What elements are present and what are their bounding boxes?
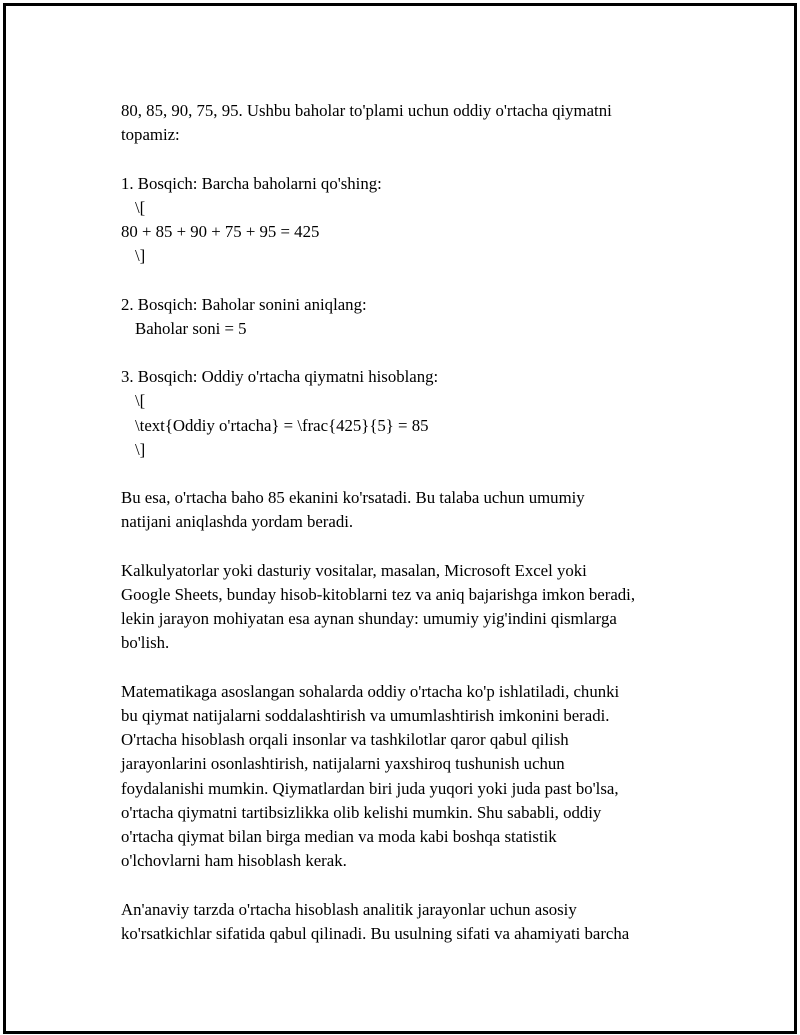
paragraph-line: natijani aniqlashda yordam beradi. [121,512,354,532]
paragraph-line: ko'rsatkichlar sifatida qabul qilinadi. Bu usulning sifati va ahamiyati barcha [121,923,630,943]
page-frame [3,3,797,1034]
blank-line [121,656,721,680]
paragraph-line: bo'lish. [121,633,170,653]
math-open-delimiter: \[ [135,197,146,217]
paragraph-line: o'rtacha qiymatni tartibsizlikka olib kelishi mumkin. Shu sababli, oddiy [121,802,602,822]
document-body [121,99,721,946]
step1-formula: 80 + 85 + 90 + 75 + 95 = 425 [121,222,320,241]
step3-title: 3. Bosqich: Oddiy o'rtacha qiymatni hisoblang: [121,367,439,387]
blank-line [121,462,721,486]
intro-line: 80, 85, 90, 75, 95. Ushbu baholar to'plami uchun oddiy o'rtacha qiymatni [121,101,612,120]
step2-text: Baholar soni = 5 [135,318,247,338]
paragraph-line: bu qiymat natijalarni soddalashtirish va umumlashtirish imkonini beradi. [121,705,610,725]
math-open-delimiter: \[ [135,391,146,411]
paragraph-line: Bu esa, o'rtacha baho 85 ekanini ko'rsatadi. Bu talaba uchun umumiy [121,488,585,508]
blank-line [121,268,721,292]
paragraph-line: Kalkulyatorlar yoki dasturiy vositalar, masalan, Microsoft Excel yoki [121,560,587,580]
math-close-delimiter: \] [135,246,146,266]
step2-title: 2. Bosqich: Baholar sonini aniqlang: [121,294,367,314]
paragraph-line: o'lchovlarni ham hisoblash kerak. [121,851,347,871]
blank-line [121,535,721,559]
paragraph-line: jarayonlarini osonlashtirish, natijalarni yaxshiroq tushunish uchun [121,754,565,774]
paragraph-line: O'rtacha hisoblash orqali insonlar va tashkilotlar qaror qabul qilish [121,730,569,750]
paragraph-line: o'rtacha qiymat bilan birga median va moda kabi boshqa statistik [121,827,557,846]
blank-line [121,341,721,365]
step1-title: 1. Bosqich: Barcha baholarni qo'shing: [121,173,382,193]
paragraph-line: lekin jarayon mohiyatan esa aynan shunday: umumiy yig'indini qismlarga [121,609,617,629]
paragraph-line: Google Sheets, bunday hisob-kitoblarni tez va aniq bajarishga imkon beradi, [121,584,636,604]
blank-line [121,873,721,897]
blank-line [121,147,721,171]
math-close-delimiter: \] [135,439,146,459]
paragraph-line: An'anaviy tarzda o'rtacha hisoblash analitik jarayonlar uchun asosiy [121,899,577,919]
step3-formula: \text{Oddiy o'rtacha} = \frac{425}{5} = 85 [135,415,429,435]
paragraph-line: Matematikaga asoslangan sohalarda oddiy o'rtacha ko'p ishlatiladi, chunki [121,681,620,701]
paragraph-line: foydalanishi mumkin. Qiymatlardan biri juda yuqori yoki juda past bo'lsa, [121,778,619,798]
intro-line: topamiz: [121,125,180,145]
